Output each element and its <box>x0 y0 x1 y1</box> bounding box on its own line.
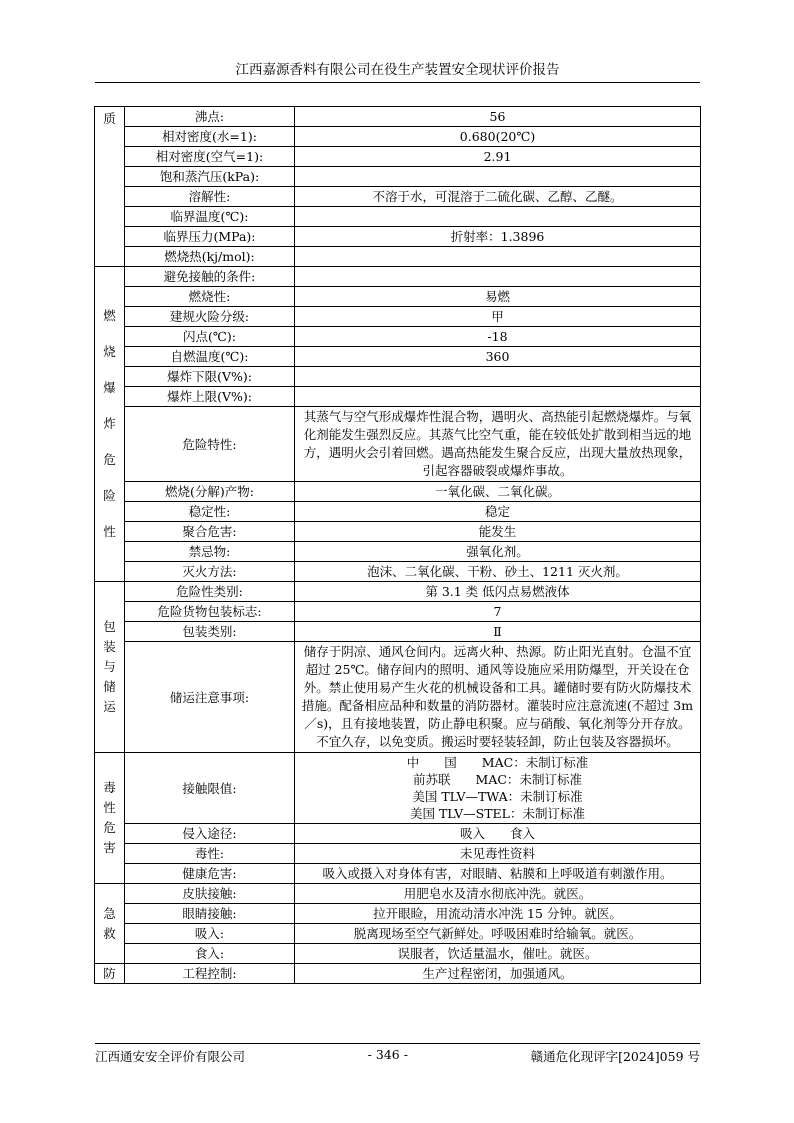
table-row <box>95 542 701 562</box>
page-header <box>95 58 700 83</box>
report-title: 江西嘉源香料有限公司在役生产装置安全现状评价报告 <box>235 62 560 78</box>
row-label: 危险货物包装标志: <box>125 602 295 622</box>
row-label: 相对密度(空气=1): <box>125 147 295 167</box>
row-value: 不溶于水，可混溶于二硫化碳、乙醇、乙醚。 <box>295 187 701 207</box>
row-value <box>295 267 701 287</box>
row-label: 皮肤接触: <box>125 884 295 904</box>
row-label: 建规火险分级: <box>125 307 295 327</box>
row-value: 0.680(20℃) <box>295 127 701 147</box>
row-value: 56 <box>295 107 701 127</box>
row-label: 爆炸上限(V%): <box>125 387 295 407</box>
row-label: 禁忌物: <box>125 542 295 562</box>
table-row <box>95 267 701 287</box>
table-row <box>95 642 701 753</box>
row-value: 7 <box>295 602 701 622</box>
row-value <box>295 367 701 387</box>
limit-values <box>295 753 701 824</box>
row-label: 燃烧(分解)产物: <box>125 482 295 502</box>
section-label-char: 烧 <box>103 344 116 359</box>
row-label: 燃烧热(kj/mol): <box>125 247 295 267</box>
row-label: 临界温度(℃): <box>125 207 295 227</box>
table-row <box>95 904 701 924</box>
row-label: 吸入: <box>125 924 295 944</box>
footer-page-number: - 346 - <box>367 1047 408 1062</box>
row-value: 稳定 <box>295 502 701 522</box>
table-row <box>95 944 701 964</box>
row-label: 工程控制: <box>125 964 295 984</box>
row-label: 储运注意事项: <box>125 642 295 753</box>
table-row <box>95 522 701 542</box>
row-value: 误服者，饮适量温水，催吐。就医。 <box>295 944 701 964</box>
table-row <box>95 407 701 482</box>
row-label: 侵入途径: <box>125 824 295 844</box>
row-value: 360 <box>295 347 701 367</box>
row-value: 拉开眼睑，用流动清水冲洗 15 分钟。就医。 <box>295 904 701 924</box>
row-label: 危险特性: <box>125 407 295 482</box>
row-label: 健康危害: <box>125 864 295 884</box>
msds-table <box>94 106 701 984</box>
row-value: 未见毒性资料 <box>295 844 701 864</box>
table-row <box>95 127 701 147</box>
section-label-char: 救 <box>103 925 116 941</box>
table-row <box>95 207 701 227</box>
row-value <box>295 167 701 187</box>
row-value: 能发生 <box>295 522 701 542</box>
section-label-toxicity <box>95 753 125 884</box>
row-value: 吸入 食入 <box>295 824 701 844</box>
row-label: 溶解性: <box>125 187 295 207</box>
row-label: 自燃温度(℃): <box>125 347 295 367</box>
storage-text: 储存于阴凉、通风仓间内。远离火种、热源。防止阳光直射。仓温不宜超过 25℃。储存间内的照明、通风等设施应采用防爆型，开关设在仓外。禁止使用易产生火花的机械设备和工具。罐储时要有防火防爆技术措施。配备相应品种和数量的消防器材。灌装时应注意流速(不超过 3m／s)，且有接地装置，防止静电积聚。应与硝酸、氧化剂等分开存放。不宜久存，以免变质。搬运时要轻装轻卸，防止包装及容器损坏。 <box>295 642 701 753</box>
row-value: 强氧化剂。 <box>295 542 701 562</box>
row-label: 临界压力(MPa): <box>125 227 295 247</box>
row-value: 2.91 <box>295 147 701 167</box>
section-label-char: 与储 <box>103 659 116 694</box>
row-value: 生产过程密闭，加强通风。 <box>295 964 701 984</box>
section-label-char: 运 <box>103 699 116 714</box>
section-label-protection: 防 <box>95 964 125 984</box>
row-label: 闪点(℃): <box>125 327 295 347</box>
table-row <box>95 287 701 307</box>
row-value: 脱离现场至空气新鲜处。呼吸困难时给输氧。就医。 <box>295 924 701 944</box>
table-row <box>95 307 701 327</box>
row-value: 吸入或摄入对身体有害，对眼睛、粘膜和上呼吸道有刺激作用。 <box>295 864 701 884</box>
table-row <box>95 602 701 622</box>
row-value <box>295 387 701 407</box>
limit-line: 中 国 MAC：未制订标准 <box>406 755 589 770</box>
section-label-char: 毒性 <box>103 780 116 815</box>
table-row <box>95 864 701 884</box>
row-label: 眼睛接触: <box>125 904 295 924</box>
row-value: 折射率：1.3896 <box>295 227 701 247</box>
table-row <box>95 147 701 167</box>
table-row <box>95 844 701 864</box>
section-label-fire <box>95 267 125 582</box>
hazard-text: 其蒸气与空气形成爆炸性混合物，遇明火、高热能引起燃烧爆炸。与氧化剂能发生强烈反应。其蒸气比空气重，能在较低处扩散到相当远的地方，遇明火会引着回燃。遇高热能发生聚合反应，出现大量放热现象，引起容器破裂或爆炸事故。 <box>295 407 701 482</box>
table-row <box>95 387 701 407</box>
row-value: Ⅱ <box>295 622 701 642</box>
table-row <box>95 367 701 387</box>
section-label-char: 包装 <box>103 619 116 654</box>
row-label: 聚合危害: <box>125 522 295 542</box>
table-row <box>95 562 701 582</box>
section-label-char: 炸 <box>103 416 116 431</box>
row-label: 包装类别: <box>125 622 295 642</box>
row-label: 燃烧性: <box>125 287 295 307</box>
row-value: 泡沫、二氧化碳、干粉、砂土、1211 灭火剂。 <box>295 562 701 582</box>
row-label: 相对密度(水=1): <box>125 127 295 147</box>
table-row <box>95 924 701 944</box>
footer-company: 江西通安安全评价有限公司 <box>95 1049 246 1064</box>
row-label: 灭火方法: <box>125 562 295 582</box>
table-row <box>95 167 701 187</box>
row-label: 接触限值: <box>125 753 295 824</box>
section-label-char: 危害 <box>103 820 116 855</box>
row-label: 稳定性: <box>125 502 295 522</box>
section-label-firstaid <box>95 884 125 964</box>
section-label-properties: 质 <box>95 107 125 267</box>
table-row <box>95 502 701 522</box>
page-footer <box>95 1043 700 1065</box>
table-row <box>95 107 701 127</box>
row-value <box>295 207 701 227</box>
section-label-char: 燃 <box>103 308 116 323</box>
table-row <box>95 187 701 207</box>
section-label-char: 急 <box>103 905 116 921</box>
section-label-char: 爆 <box>103 380 116 395</box>
section-label-packaging <box>95 582 125 753</box>
row-value <box>295 247 701 267</box>
table-row <box>95 824 701 844</box>
section-label-char: 性 <box>103 524 116 539</box>
table-row <box>95 247 701 267</box>
row-label: 饱和蒸汽压(kPa): <box>125 167 295 187</box>
row-value: 第 3.1 类 低闪点易燃液体 <box>295 582 701 602</box>
table-row <box>95 753 701 824</box>
section-label-char: 危 <box>103 452 116 467</box>
row-value: 甲 <box>295 307 701 327</box>
row-label: 避免接触的条件: <box>125 267 295 287</box>
table-row <box>95 964 701 984</box>
row-value: 易燃 <box>295 287 701 307</box>
row-value: 用肥皂水及清水彻底冲洗。就医。 <box>295 884 701 904</box>
row-label: 毒性: <box>125 844 295 864</box>
table-row <box>95 622 701 642</box>
footer-document-number: 赣通危化现评字[2024]059 号 <box>530 1049 700 1064</box>
limit-line: 美国 TLV—STEL：未制订标准 <box>410 806 585 821</box>
section-label-char: 险 <box>103 488 116 503</box>
row-value: 一氧化碳、二氧化碳。 <box>295 482 701 502</box>
table-row <box>95 227 701 247</box>
row-label: 沸点: <box>125 107 295 127</box>
table-row <box>95 582 701 602</box>
table-row <box>95 482 701 502</box>
table-row <box>95 347 701 367</box>
limit-line: 前苏联 MAC：未制订标准 <box>413 772 582 787</box>
row-label: 危险性类别: <box>125 582 295 602</box>
row-label: 食入: <box>125 944 295 964</box>
limit-line: 美国 TLV—TWA：未制订标准 <box>412 789 583 804</box>
table-row <box>95 884 701 904</box>
table-row <box>95 327 701 347</box>
row-value: -18 <box>295 327 701 347</box>
row-label: 爆炸下限(V%): <box>125 367 295 387</box>
